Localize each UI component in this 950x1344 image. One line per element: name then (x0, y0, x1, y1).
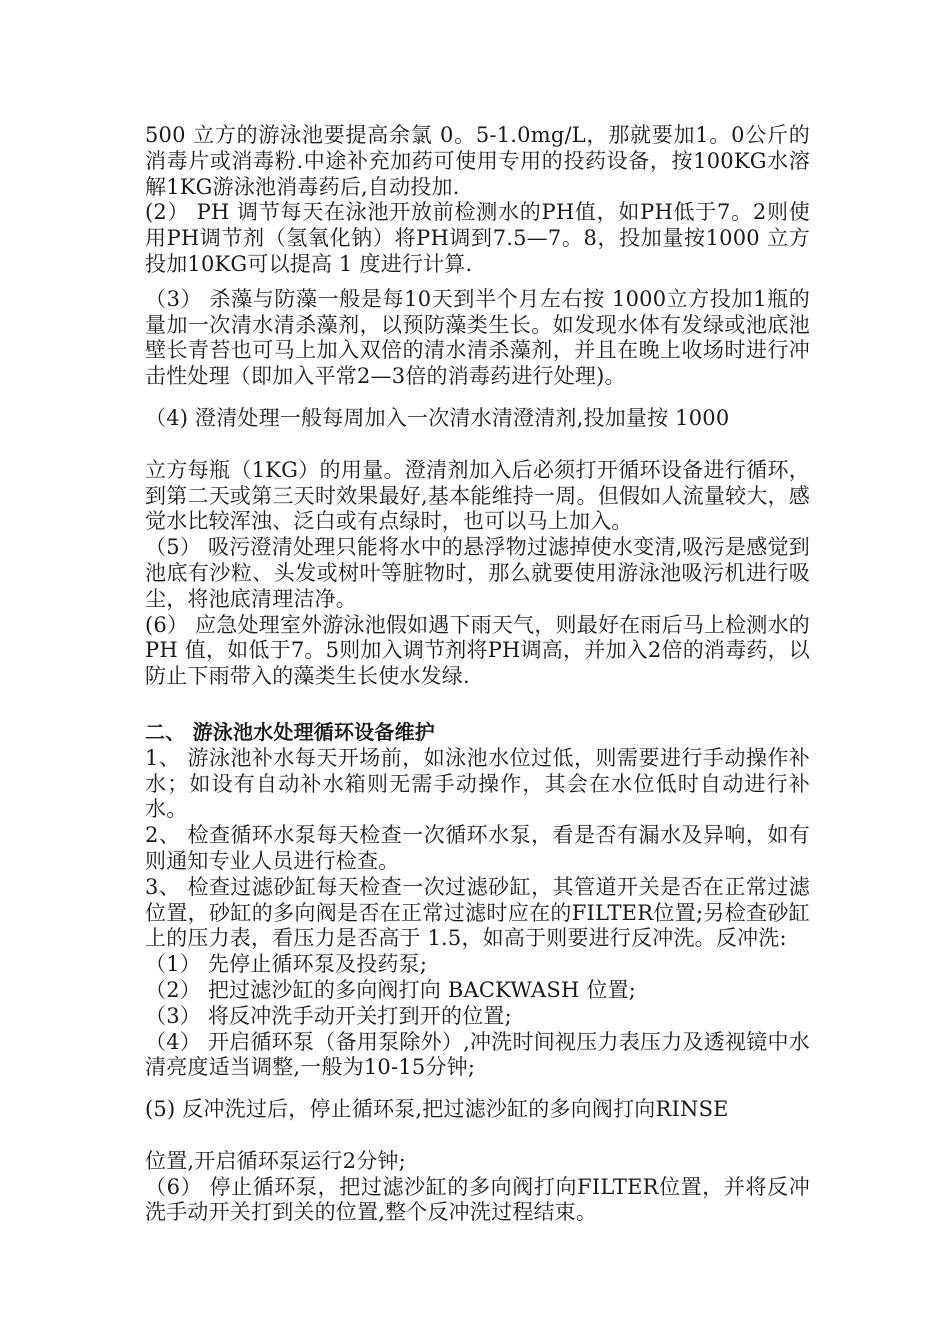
step-5-body: 位置,开启循环泵运行2分钟; (145, 1148, 406, 1173)
paragraph-emergency: (6） 应急处理室外游泳池假如遇下雨天气，则最好在雨后马上检测水的 PH 值，如低于7。5则加入调节剂将PH调高，并加入2倍的消毒药，以防止下雨带入的藻类生长使水发绿. (145, 612, 810, 689)
step-1: （1） 先停止循环泵及投药泵; (145, 952, 428, 977)
paragraph-filter-check: 3、 检查过滤砂缸每天检查一次过滤砂缸，其管道开关是否在正常过滤位置，砂缸的多向阀是否在正常过滤时应在的FILTER位置;另检查砂缸上的压力表，看压力是否高于 1.5，如高于则要进行反冲洗。反冲洗: (145, 874, 810, 951)
step-2: （2） 把过滤沙缸的多向阀打向 BACKWASH 位置; (145, 977, 637, 1002)
section-heading: 二、 游泳池水处理循环设备维护 (145, 719, 435, 744)
paragraph-vacuum: （5） 吸污澄清处理只能将水中的悬浮物过滤掉使水变清,吸污是感觉到池底有沙粒、头发或树叶等脏物时，那么就要使用游泳池吸污机进行吸尘，将池底清理洁净。 (145, 535, 810, 611)
paragraph-clarify-body: 立方每瓶（1KG）的用量。澄清剂加入后必须打开循环设备进行循环，到第二天或第三天时效果最好,基本能维持一周。但假如人流量较大，感觉水比较浑浊、泛白或有点绿时，也可以马上加入。 (145, 457, 810, 534)
step-3: （3） 将反冲洗手动开关打到开的位置; (145, 1003, 512, 1028)
paragraph-pump-check: 2、 检查循环水泵每天检查一次循环水泵，看是否有漏水及异响，如有则通知专业人员进行检查。 (145, 823, 810, 873)
paragraph-clarify-head: （4) 澄清处理一般每周加入一次清水清澄清剂,投加量按 1000 (145, 405, 730, 430)
step-5-head: (5) 反冲洗过后，停止循环泵,把过滤沙缸的多向阀打向RINSE (145, 1097, 729, 1122)
paragraph-ph-adjust: (2） PH 调节每天在泳池开放前检测水的PH值，如PH低于7。2则使用PH调节剂（氢氧化钠）将PH调到7.5—7。8，投加量按1000 立方投加10KG可以提高 1 度进行计算. (145, 200, 810, 276)
paragraph-chlorine: 500 立方的游泳池要提高余氯 0。5-1.0mg/L，那就要加1。0公斤的消毒片或消毒粉.中途补充加药可使用专用的投药设备，按100KG水溶解1KG游泳池消毒药后,自动投加. (145, 123, 810, 199)
document-page (145, 123, 810, 1226)
step-4: （4） 开启循环泵（备用泵除外）,冲洗时间视压力表压力及透视镜中水清亮度适当调整,一般为10-15分钟; (145, 1029, 810, 1080)
paragraph-algae: （3） 杀藻与防藻一般是每10天到半个月左右按 1000立方投加1瓶的量加一次清水清杀藻剂，以预防藻类生长。如发现水体有发绿或池底池壁长青苔也可马上加入双倍的清水清杀藻剂，并且在晚上收场时进行冲击性处理（即加入平常2—3倍的消毒药进行处理)。 (145, 286, 810, 389)
paragraph-refill: 1、 游泳池补水每天开场前，如泳池水位过低，则需要进行手动操作补水；如设有自动补水箱则无需手动操作，其会在水位低时自动进行补水。 (145, 745, 810, 822)
step-6: （6） 停止循环泵，把过滤沙缸的多向阀打向FILTER位置，并将反冲洗手动开关打到关的位置,整个反冲洗过程结束。 (145, 1174, 810, 1225)
